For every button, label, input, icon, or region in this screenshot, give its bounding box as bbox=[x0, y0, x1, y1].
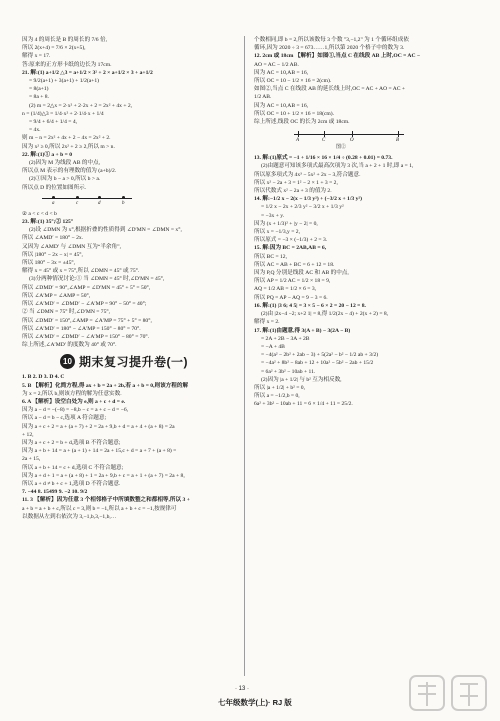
answer-text-line: 因为 P,Q 分别是线段 AC 和 AB 的中点, bbox=[254, 270, 349, 277]
answer-text-line: = 8(a+1) bbox=[29, 86, 49, 93]
answer-text-line: 6a² + 3b² − 10ab + 11 = 6 × 1/4 + 11 = 25/2. bbox=[254, 401, 353, 408]
answer-text-line: 5. B 【解析】化简方程,得 ax + b = 2a + 2b,若 a + b = 0,则该方程的解 bbox=[22, 382, 189, 389]
answer-text-line: 1/2 AB. bbox=[254, 94, 272, 101]
answer-text-line: 14. 解:−1/2 x − 2(x − 1/3 y²) + (−3/2 x + 1/3 y²) bbox=[254, 196, 362, 203]
footer-label: 七年级数学(上)· RJ 版 bbox=[218, 698, 292, 707]
section-title: 期末复习提升卷(一) bbox=[79, 354, 188, 369]
number-line-point-b bbox=[122, 196, 125, 199]
answer-text-line: 6. A 【解析】设空白处为 e,则 a + c + d = e. bbox=[22, 398, 126, 405]
answer-text-line: 所以 x² − 2a + 3 = 1² − 2 × 1 + 3 = 2, bbox=[254, 179, 338, 186]
answer-text-line: 所以 ∠DMD′ = 90°,∠AMP = ∠D′MN = 45° + 5° = 50°, bbox=[22, 284, 151, 291]
answer-text-line: 所以 ∠AMD′ = 180° − 2x. bbox=[22, 235, 84, 242]
answer-text-line: 所以 a + b + 14 = c + d,选项 C 不符合题意; bbox=[22, 464, 124, 471]
answer-text-line: (2)设 ∠DMN 为 x°,根据折叠的性质得到 ∠D′MN = ∠DMN = x°, bbox=[29, 227, 182, 234]
answer-text-line: ② a < c < d < b bbox=[22, 210, 57, 217]
answer-text-line: = 9/4 + 6/4 + 1/4 = 4, bbox=[29, 119, 78, 126]
answer-text-line: 12. 2cm 或 18cm 【解析】如图①,当点 C 在线段 AB 上时,OC = AC − bbox=[254, 53, 421, 60]
answer-text-line: 所以 |180° − 2x − x| = 45°, bbox=[22, 251, 83, 258]
left-column bbox=[22, 36, 244, 521]
number-line-label-d: d bbox=[98, 200, 101, 206]
answer-text-line: 16. 解:(1) |3 6; 4 5| = 3 × 5 − 6 × 2 = 20 − 12 = 8. bbox=[254, 302, 366, 309]
answer-text-line: 答:原来的正方形卡纸的边长为 17cm. bbox=[22, 61, 112, 68]
answer-text-line: 所以 |a + 1/2| + b² = 0, bbox=[254, 384, 305, 391]
number-line-figure bbox=[42, 194, 132, 208]
answer-text-line: 17. 解:(1)由题意,得 3(A + B) − 3(2A − B) bbox=[254, 327, 351, 334]
answer-text-line: = −4a² + 8b² − 8ab + 12 + 10a² − 5b² − 2ab + 15/2 bbox=[261, 360, 374, 367]
answer-text-line: = 4x. bbox=[29, 127, 41, 134]
answer-text-line: 所以 BC = 12, bbox=[254, 253, 287, 260]
answer-text-line: 解得 x = 2. bbox=[254, 319, 280, 326]
answer-text-line: 所以点 M 表示的有理数的值为 (a+b)/2. bbox=[22, 168, 117, 175]
answer-text-line: 解得 x = 17. bbox=[22, 53, 51, 60]
number-line-label-b: b bbox=[122, 200, 125, 206]
answer-text-line: 为 x = 2,所以 b,则该方程的解为任意实数. bbox=[22, 390, 122, 397]
answer-text-line: 因为 a + c + 2 = b + d,选项 B 不符合题意; bbox=[22, 439, 121, 446]
number-line-axis bbox=[42, 198, 132, 199]
answer-text-line: 所以 ∠A′MD′ = ∠DMD′ − ∠A′MP = 150° − 80° = 70°. bbox=[22, 333, 150, 340]
answer-text-line: 所以 a − d = b − c,选项 A 符合题意; bbox=[22, 415, 107, 422]
answer-text-line: 因为 4 的周长是 B 的周长的 7/6 倍, bbox=[22, 37, 107, 43]
answer-text-line: = 8a + 8. bbox=[29, 94, 49, 101]
answer-text-line: 因为 x² ≥ 0,所以 2x² + 2 ≥ 2,所以 m > n. bbox=[22, 143, 115, 150]
answer-text-line: 所以 x = −1/3,y = 2, bbox=[254, 229, 300, 236]
answer-text-line: 21. 解:(1) a+1/2 △3 = a+1/2 × 3² + 2 × a+1/2 × 3 + a+1/2 bbox=[22, 69, 153, 76]
segment-line bbox=[294, 134, 404, 135]
answer-text-line: 如图②,当点 C 在线段 AB 的延长线上时,OC = AC + AO = AC + bbox=[254, 86, 406, 93]
answer-text-line: 因为 a + d + 1 = a + (a + 8) + 1 = 2a + 9,b + c = a + 1 + (a + 7) = 2a + 8, bbox=[22, 472, 185, 479]
answer-text-line: 因为 a − d = −(−8) = −8,b − c = a + c − d = −6, bbox=[22, 407, 129, 414]
answer-text-line: 2a + 15, bbox=[22, 456, 41, 463]
answer-text-line: = 1/2 x − 2x + 2/3 y² − 3/2 x + 1/3 y² bbox=[261, 204, 344, 211]
answer-text-line: 所以 OC = 10 − 1/2 × 16 = 2(cm). bbox=[254, 78, 332, 85]
answer-text-line: 所以 2(x+4) = 7/6 × 2(x+5), bbox=[22, 45, 86, 52]
answer-text-line: 所以代数式 x² − 2a + 3 的值为 2. bbox=[254, 188, 332, 195]
answer-text-line: 1. B 2. D 3. D 4. C bbox=[22, 374, 65, 381]
number-line-point-a bbox=[52, 196, 55, 199]
answer-text-line: 23. 解:(1) 35°;② 125° bbox=[22, 219, 74, 226]
answer-text-line: 22. 解:(1)① a + b = 0 bbox=[22, 151, 73, 158]
segment-label-c: C bbox=[322, 138, 326, 144]
number-line-label-a: a bbox=[52, 200, 55, 206]
answer-text-line: (2)因为 M 为线段 AB 的中点, bbox=[29, 160, 101, 167]
answer-text-line: ② 当 ∠DMN = 75° 时,∠D′MN = 75°, bbox=[22, 309, 111, 316]
answer-text-line: 综上所述,线段 OC 的长为 2cm 或 18cm. bbox=[254, 119, 350, 126]
answer-text-line: 因为 a + c + 2 = a + (a + 7) + 2 = 2a + 9,b + d = a + 4 + (a + 8) = 2a bbox=[22, 423, 175, 430]
answer-text-line: AO = AC − 1/2 AB. bbox=[254, 61, 299, 68]
answer-text-line: = −A + 4B bbox=[261, 343, 285, 350]
answer-text-line: 解得 x = 45° 或 x = 75°,所以 ∠DMN = 45° 或 75°. bbox=[22, 268, 140, 275]
answer-text-line: 所以 ∠A′MP = ∠AMP = 50°, bbox=[22, 292, 91, 299]
answer-text-line: 所以 ∠DMD′ = 150°,∠AMP = ∠A′MP = 75° + 5° = 80°, bbox=[22, 317, 152, 324]
answer-text-line: = −4(a² − 2b² + 2ab − 3) + 5(2a² − b² − 1/2 ab + 3/2) bbox=[261, 352, 379, 359]
answer-text-line: = −3x + y. bbox=[261, 212, 285, 219]
answer-text-line: 所以 a + d ≠ b + c + 1,选项 D 不符合题意. bbox=[22, 480, 121, 487]
answer-text-line: 11. 3 【解析】因为任意 3 个相邻格子中所填数整之和都相等,所以 3 + bbox=[22, 497, 190, 504]
right-column bbox=[254, 36, 476, 409]
answer-text-line: 所以 180° − 3x = ±45°, bbox=[22, 260, 76, 267]
answer-text-line: (2)①因为 b − a > 0,所以 b > a. bbox=[29, 176, 101, 183]
number-line-label-c: c bbox=[76, 200, 79, 206]
answer-text-line: + 12, bbox=[22, 431, 34, 438]
answer-text-line: 所以 PQ = AP − AQ = 9 − 3 = 6. bbox=[254, 294, 328, 301]
segment-label-b: B bbox=[396, 138, 400, 144]
answer-text-line: a + b = a + b + c,所以 c = 3,则 b = −1,所以 a + b + c = −1,按规律可 bbox=[22, 505, 177, 512]
answer-text-line: 所以原多项式为 4x³ − 5x² + 2x − 3,符合题意. bbox=[254, 171, 361, 178]
answer-text-line: = 2A + 2B − 3A + 2B bbox=[261, 335, 310, 342]
answer-text-line: 所以 OC = 10 + 1/2 × 16 = 18(cm). bbox=[254, 110, 335, 117]
answer-text-line: AQ = 1/2 AB = 1/2 × 6 = 3, bbox=[254, 286, 317, 293]
section-number-badge: 10 bbox=[60, 354, 75, 369]
column-divider bbox=[244, 36, 245, 676]
answer-text-line: (2)由 |2x−4 −2; x+2 1| = 8,得 1/2(2x − 4) + 2(x + 2) = 8, bbox=[261, 311, 389, 318]
answer-text-line: 循环,因为 2020 ÷ 3 = 673……1,所以第 2020 个格子中的数为 3. bbox=[254, 45, 405, 52]
answer-text-line: 因为 AC = 10,AB = 16, bbox=[254, 102, 309, 109]
answer-text-line: 则 m − n = 2x² + 4x + 2 − 4x = 2x² + 2. bbox=[22, 135, 111, 142]
answer-text-line: 所以 a = −1/2,b = 0, bbox=[254, 393, 300, 400]
number-line-point-c bbox=[76, 196, 79, 199]
answer-text-line: 所以原式 = −3 × (−1/3) + 2 = 3. bbox=[254, 237, 328, 244]
answer-text-line: 7. −44 8. 15499 9. −2 10. 9/2 bbox=[22, 489, 88, 496]
section-heading bbox=[60, 354, 244, 369]
answer-text-line: n = (1/4)△3 = 1/4·x² + 2·1/4·x + 1/4 bbox=[22, 110, 104, 117]
answer-text-line: 所以 ∠A′MD′ = ∠DMD′ − ∠A′MP = 90° − 50° = 40°; bbox=[22, 301, 147, 308]
figure-caption: 图② bbox=[336, 145, 347, 151]
answer-text-line: 15. 解:因为 BC = 2AB,AB = 6, bbox=[254, 245, 327, 252]
answer-text-line: (2)由题意可知该多项式最高次项为 3 次,当 a + 2 + 1 时,即 a = 1, bbox=[261, 163, 414, 170]
segment-label-a: A bbox=[296, 138, 300, 144]
answer-text-line: 个数相同,即 b = 2,所以该数每 3 个数 "3,−1,2" 为 1 个循环组成依 bbox=[254, 37, 409, 43]
answer-text-line: 综上所述,∠A′MD′ 的度数为 40° 或 70°. bbox=[22, 342, 117, 349]
answer-text-line: 又因为 ∠AMD′ 与 ∠DMN 互为“半余角”, bbox=[22, 243, 122, 250]
answer-text-line: 13. 解:(1)原式 = −1 + 1/16 × 16 × 1/4 ÷ (0.28 + 0.01) = 0.73. bbox=[254, 155, 393, 162]
answer-text-line: (2)因为 |a + 1/2| 与 b² 互为相反数, bbox=[261, 376, 342, 383]
answer-text-line: = 6a² + 3b² − 10ab + 11. bbox=[261, 368, 316, 375]
answer-text-line: 所以 AC = AB + BC = 6 + 12 = 18. bbox=[254, 261, 335, 268]
page-number: · 13 · bbox=[235, 686, 250, 692]
answer-text-line: 因为 (x + 1/3)² + |y − 2| = 0, bbox=[254, 220, 318, 227]
answer-text-line: 所以 AP = 1/2 AC = 1/2 × 18 = 9, bbox=[254, 278, 331, 285]
answer-text-line: 因为 AC = 10,AB = 16, bbox=[254, 69, 309, 76]
answer-text-line: (3)分两种情况讨论:① 当 ∠DMN = 45° 时,∠D′MN = 45°, bbox=[29, 276, 165, 283]
number-line-point-d bbox=[98, 196, 101, 199]
answer-text-line: (2) m = 2△x = 2·x² + 2·2x + 2 = 2x² + 4x + 2, bbox=[29, 102, 133, 109]
answer-text-line: 所以点 D 的位置如图所示. bbox=[22, 184, 87, 191]
answer-text-line: = 9/2(a+1) + 3(a+1) + 1/2(a+1) bbox=[29, 78, 100, 85]
segment-label-o: O bbox=[350, 138, 354, 144]
watermark-logo-icon bbox=[408, 672, 490, 716]
segment-figure bbox=[294, 128, 404, 152]
answer-text-line: 所以 ∠A′MD′ = 180° − ∠A′MP = 150° − 80° = 70°. bbox=[22, 325, 141, 332]
answer-text-line: 以数据从左到右依次为 3,−1,b,3,−1,b,… bbox=[22, 513, 117, 520]
answer-text-line: 因为 a + b + 14 = a + (a + 1) + 14 = 2a + 15,c + d = a + 7 + (a + 8) = bbox=[22, 448, 177, 455]
